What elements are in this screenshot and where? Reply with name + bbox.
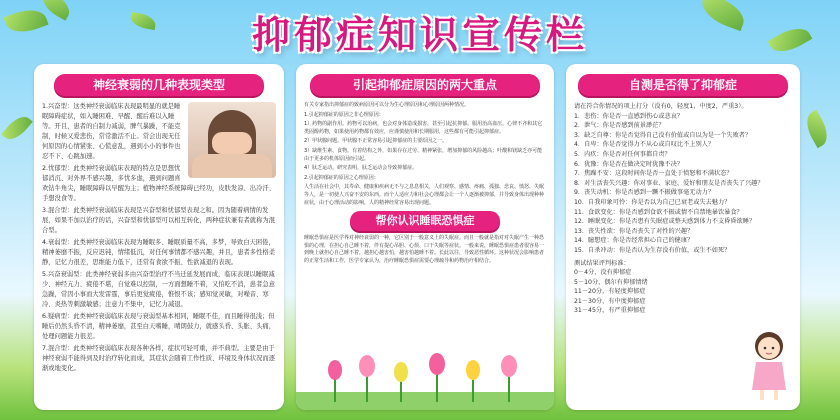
panel1-paragraph: 6.疑病型：此类神经衰弱临床表现与衰弱型基本相同，睡眠不佳，而且睡得很浅；但睡后仍然头昏不清，精神萎靡，甚至白天嗜睡，晴朗鼓力，就感头昏、头胀、头痛，处理问题能力很差。 [42,313,275,340]
panel2-item: 1）药物的副作用。药物可以治病，也会对身体造成损害，甚至引起抗抑郁。服用治高血压、心律不齐和其它类固醇药物，如果使用药物都有效应，应谨慎使用和长期服用，这些都有可能引起抑郁症。 [304,121,543,135]
girl-illustration [746,328,792,402]
scoring-item: 0－4分，没有抑郁症 [574,269,632,277]
question-item: 15．自杀冲动：你是否认为生存没有价值，或生不如死？ [574,246,731,254]
panel2-intro: 有关专家指出抑郁症的致病原因可以分为生心理原因和心理原因两种情况。 [304,102,470,108]
question-item: 6．犹豫：你是否在做决定时犹豫不决？ [574,160,684,168]
panel2-item: 1.引起抑郁症的原因之非心理原因： [304,111,384,118]
question-item: 12．睡眠变化：你是否患有失眠症或整天感到体力不支昏昏欲睡？ [574,218,756,226]
question-item: 7．焦躁不安：这段时间你是否一直处于愤怒和不满状态？ [574,170,733,178]
panel1-paragraph: 2.忧郁型：此类神经衰弱临床表现的特点是思想忧郁消沉、对外界不感兴趣，多忧多虑，遇到问题喜欢钻牛角尖，睡眠障碍以早醒为主；植物神经系统障碍已经功，皮肤发凉、出冷汗、手想没食等。 [42,165,275,202]
panel2-sub-body [296,235,554,265]
panel1-paragraph: 3.混合型：此类神经衰弱临床表现是兴奋型和忧郁型表现之和。因为随着病情的发展，如果不加以治疗的话，兴奋型和忧郁型可以相互转化，两种症状兼有者就称为混合型。 [42,207,275,234]
panel2-body [296,102,554,207]
panel3-heading: 自测是否得了抑郁症 [578,74,788,96]
leaf-decoration [1,111,33,144]
panel1-body [34,102,284,374]
question-item: 1．悲伤：你是否一直感到伤心或悲哀？ [574,112,684,120]
panel1-paragraph: 4.衰弱型：此类神经衰弱临床表现为睡眠多、睡眠质量不高，多梦，导致白天困倦，精神萎靡不振，反应迟钝，情绪低沉，对任何事情都不感兴趣，并且，患者多性格柔静，记忆力很差，思维能力低下，还常有食欲不振、性欲减退的表现。 [42,239,275,266]
scoring-item: 31－45分，有严重抑郁症 [574,307,646,315]
question-item: 13．丧失性欲：你是否丧失了对性的兴趣？ [574,227,694,235]
leaf-decoration [801,110,834,148]
panel2-item: 2.引起抑郁症的原因之心理原因： [304,174,379,181]
panel2-sub-text: 睡眠恐惧症是医学界对神经衰弱的一种，它区别于一般意义上的失眠症。而且一般就是指对对失眠产生一种恐惧的心理，在担心自己睡不着，伴有提心吊胆、心烦、口干失眠等症状。一般来说，睡眠恐惧症患者很容易一到晚上就担心自己睡不着，越担心越害怕，越害怕越睡不着。长此以往，导致恶性循环。这种状况会影响患者的正常生活和工作，医学专家认为，治疗睡眠恐惧症需要心理疏导和药物治疗相结合。 [304,235,545,264]
panel2-item: 人生活在社会中，其寿命、健康和疾病无不与之息息相关，人们观察、感情、疼痛、孤独、悲哀、愤怒、失眠等人，是一切使人兴奋不安的东西。而个人适应力和社会心理都会让一个人逐渐被抑郁，并导致身体出现种种症状，由于心理活动的影响，人的精神经常容易出现问题。 [304,184,545,206]
question-item: 10．自我印象可怜：你是否以为自己已衰老或失去魅力？ [574,198,731,206]
question-item: 4．自卑：你是否觉得力不从心或自叹比不上别人？ [574,141,715,149]
panel3-body [566,102,800,316]
scoring-item: 11－20分，有轻度抑郁症 [574,288,646,296]
panel1-paragraph: 5.兴奋衰弱型：此类神经衰弱多由兴奋型治疗不当迁延发展而成，临床表现以睡眠减少、神经亢力、疲倦不堪，自觉难以控制，一方面想睡不着，又怕吃不消，患者急意急躁，常因小事而大发雷霆，事后更觉疲倦，惟恨不该；感知觉灵敏，对噪音、寒冷、炎热等刺激敏感；注意力不集中，记忆力减退。 [42,271,275,308]
scoring-title: 测试结果评判标准： [574,259,630,267]
panel2-item: 3）缺维生素、食物。有着结构之外，如果存在过劳、精神紧张，增加抑郁的风险越高；叶酸和镁缺乏亦可能由于更多的机体原因而引起。 [304,147,543,162]
panel2-heading: 引起抑郁症原因的两大重点 [310,74,540,96]
title-area [0,4,840,59]
panel1-heading: 神经衰弱的几种表现类型 [54,74,264,96]
panel2-sub-heading: 帮你认识睡眠恐惧症 [350,211,500,231]
page-title: 抑郁症知识宣传栏 [251,13,588,57]
question-item: 2．泄气：你是否感到前景渺茫？ [574,122,665,130]
question-item: 5．内疚：你是否对任何事都自责？ [574,150,671,158]
panel1-paragraph: 7.混合型：此类神经衰弱临床表现各种各样，症状可轻可重，并不典型。主要是由于神经衰弱不能得到及时治疗转化而成，其症状会随着工作性质、环境及身体状况而逐渐或地变化。 [42,345,275,372]
panel-neurasthenia-types [34,64,284,410]
panel-depression-causes [296,64,554,410]
question-item: 3．缺乏自尊：你是否觉得自己没有价值或自以为是一个失败者？ [574,131,752,139]
question-item: 14．臆想症：你是否经常担心自己的健康？ [574,237,694,245]
question-item: 8．对生活丧失兴趣：你对事业、家庭、爱好和朋友是否丧失了兴趣？ [574,179,764,187]
scoring-item: 5－10分，偶尔有抑郁情绪 [574,278,648,286]
sad-woman-photo [188,102,276,178]
panel2-item: 2）甲状腺问题。甲状腺不正常容易引起抑郁症的主要原因之一。 [304,138,448,145]
panel3-intro: 请在符合你情况的项上打分（没有0，轻度1，中度2，严重3）。 [574,103,748,110]
panel2-item: 4）肽乏运动。研究表明，肽乏运动会导致抑郁症。 [304,165,418,172]
scoring-item: 21－30分，有中度抑郁症 [574,297,646,305]
question-item: 11．食欲变化：你是否感到食欲不振或情不自禁地暴饮暴食？ [574,208,743,216]
tulip-flowers-image [296,348,554,410]
question-item: 9．丧失动机：你是否感到一蹶不振做事毫无动力？ [574,189,715,197]
panel1-paragraph: 1.兴奋型：这类神经衰弱临床表现最明显的就是睡眠障碍症状，如入睡困难、早醒、醒后难以入睡等。开且，患者的自制力减弱，脾气暴躁，不能克制，时候又爱悲伤，常常激活不止。常会出现无任何原因的心情紧张、心慌意乱，遇到小小的事件也忍不下、心跳加速。 [42,103,181,160]
panel-self-test [566,64,800,410]
